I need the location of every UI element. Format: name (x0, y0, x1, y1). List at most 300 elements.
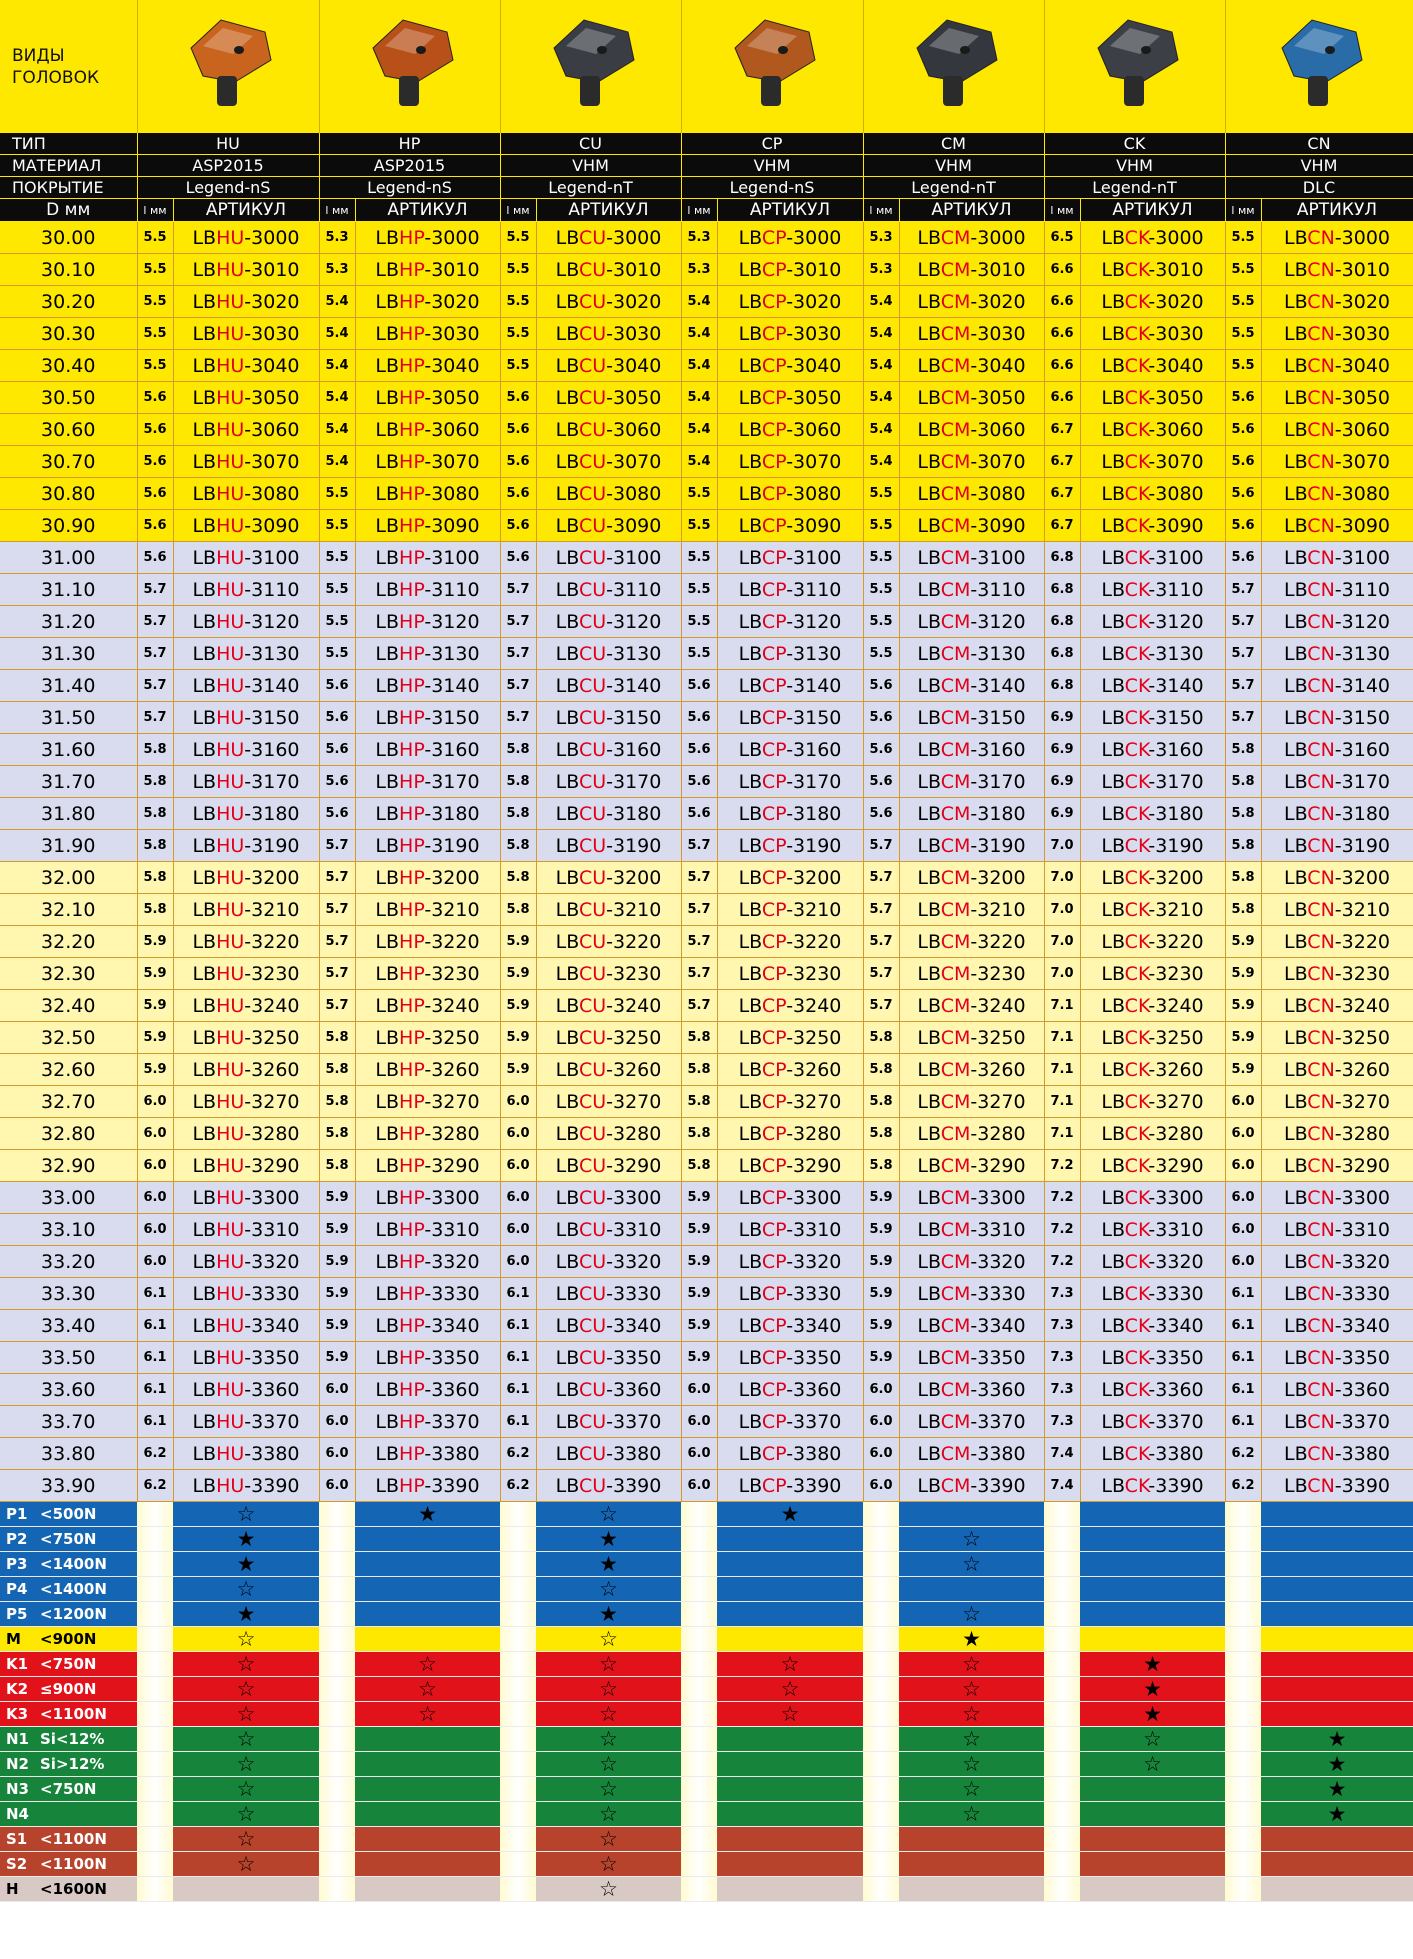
article-prefix: LB (375, 802, 400, 825)
table-row (0, 1054, 1413, 1086)
suitability-cell (536, 1552, 681, 1577)
article-number: -3100 (424, 546, 480, 569)
article-type-code: HP (399, 482, 425, 505)
article-prefix: LB (1101, 930, 1125, 953)
spacer-cell (500, 1777, 536, 1802)
l-value-cell: 5.9 (137, 1022, 173, 1054)
article-number: -3180 (1334, 802, 1390, 825)
article-type-code: CK (1124, 834, 1149, 857)
article-cell (173, 1214, 319, 1246)
article-number: -3050 (1148, 386, 1204, 409)
l-value-cell: 6.1 (500, 1342, 536, 1374)
article-type-code: HU (216, 674, 245, 697)
article-cell (717, 1246, 863, 1278)
l-value-cell: 6.0 (319, 1406, 355, 1438)
article-cell (1261, 990, 1413, 1022)
article-number: -3070 (244, 450, 300, 473)
article-prefix: LB (738, 386, 762, 409)
article-type-code: HP (399, 258, 425, 281)
article-cell (717, 1214, 863, 1246)
suitability-cell (717, 1552, 863, 1577)
article-prefix: LB (375, 1122, 400, 1145)
suitability-cell (355, 1652, 500, 1677)
article-cell (1261, 1054, 1413, 1086)
spacer-cell (1225, 1752, 1261, 1777)
article-cell (536, 894, 681, 926)
l-value-cell: 5.8 (1225, 830, 1261, 862)
l-value-cell: 5.5 (1225, 286, 1261, 318)
l-value-cell: 6.6 (1044, 382, 1080, 414)
l-value-cell: 5.8 (681, 1086, 717, 1118)
l-value-cell: 5.7 (1225, 606, 1261, 638)
article-number: -3390 (1334, 1474, 1390, 1497)
material-limit: Si<12% (40, 1730, 105, 1748)
outline-star-icon: ☆ (236, 1827, 256, 1851)
article-cell (1261, 638, 1413, 670)
article-prefix: LB (1101, 1250, 1125, 1273)
diameter-cell: 32.50 (0, 1022, 137, 1054)
spacer-cell (1225, 1677, 1261, 1702)
l-value-cell: 5.3 (319, 254, 355, 286)
l-value-cell: 5.9 (1225, 926, 1261, 958)
article-prefix: LB (1284, 1410, 1308, 1433)
article-prefix: LB (1101, 1314, 1125, 1337)
article-type-code: CK (1124, 1474, 1149, 1497)
article-number: -3130 (606, 642, 662, 665)
outline-star-icon: ☆ (236, 1652, 256, 1676)
l-value-cell: 5.5 (863, 478, 899, 510)
article-number: -3350 (606, 1346, 662, 1369)
l-value-cell: 6.7 (1044, 446, 1080, 478)
table-row (0, 254, 1413, 286)
article-number: -3130 (424, 642, 480, 665)
article-number: -3290 (606, 1154, 662, 1177)
article-type-code: CK (1124, 866, 1149, 889)
article-cell (355, 222, 500, 254)
l-value-cell: 6.0 (137, 1150, 173, 1182)
article-number: -3380 (1334, 1442, 1390, 1465)
article-prefix: LB (1284, 930, 1308, 953)
l-value-cell: 5.5 (1225, 318, 1261, 350)
material-code: S1 (6, 1830, 28, 1848)
l-value-cell: 5.5 (1225, 254, 1261, 286)
diameter-cell: 33.60 (0, 1374, 137, 1406)
article-cell (355, 606, 500, 638)
suitability-cell (1261, 1552, 1413, 1577)
article-prefix: LB (1284, 994, 1308, 1017)
article-cell (717, 894, 863, 926)
article-cell (1080, 766, 1225, 798)
article-cell (173, 1182, 319, 1214)
outline-star-icon: ☆ (599, 1677, 618, 1701)
article-prefix: LB (1284, 258, 1308, 281)
article-type-code: HP (399, 1378, 425, 1401)
material-limit: <900N (40, 1630, 97, 1648)
article-prefix: LB (738, 866, 762, 889)
suitability-cell (1261, 1852, 1413, 1877)
article-type-code: CN (1307, 674, 1335, 697)
article-cell (173, 446, 319, 478)
article-prefix: LB (1101, 386, 1125, 409)
article-cell (173, 286, 319, 318)
spacer-cell (1225, 1627, 1261, 1652)
article-prefix: LB (1284, 1154, 1308, 1177)
article-prefix: LB (917, 1122, 941, 1145)
l-value-cell: 6.1 (1225, 1278, 1261, 1310)
article-number: -3270 (244, 1090, 300, 1113)
suitability-cell (355, 1852, 500, 1877)
article-number: -3200 (1148, 866, 1204, 889)
article-cell (717, 318, 863, 350)
spacer-cell (1225, 1777, 1261, 1802)
article-cell (899, 222, 1044, 254)
article-type-code: CP (761, 1474, 787, 1497)
article-cell (173, 990, 319, 1022)
article-type-code: CP (761, 1442, 787, 1465)
article-cell (355, 478, 500, 510)
spacer-cell (137, 1852, 173, 1877)
article-prefix: LB (1101, 322, 1125, 345)
article-type-code: CP (761, 770, 787, 793)
article-prefix: LB (192, 1410, 217, 1433)
spacer-cell (137, 1577, 173, 1602)
article-type-code: CN (1307, 1122, 1335, 1145)
suitability-cell (355, 1727, 500, 1752)
spacer-cell (681, 1527, 717, 1552)
spacer-cell (1225, 1552, 1261, 1577)
article-type-code: HP (399, 962, 425, 985)
article-type-code: HU (216, 1154, 245, 1177)
article-cell (536, 638, 681, 670)
material-cell: VHM (1225, 155, 1413, 177)
article-cell (1261, 542, 1413, 574)
article-type-code: HU (216, 290, 245, 313)
article-number: -3200 (970, 866, 1026, 889)
l-value-cell: 5.7 (500, 606, 536, 638)
l-value-cell: 5.4 (681, 382, 717, 414)
material-code: S2 (6, 1855, 28, 1873)
article-type-code: CM (940, 962, 971, 985)
suitability-cell (899, 1602, 1044, 1627)
article-prefix: LB (917, 450, 941, 473)
article-prefix: LB (555, 1346, 579, 1369)
article-prefix: LB (1101, 1186, 1125, 1209)
material-limit: <1100N (40, 1830, 107, 1848)
article-cell (536, 734, 681, 766)
type-cell: CM (863, 133, 1044, 155)
article-number: -3380 (424, 1442, 480, 1465)
material-cell: VHM (500, 155, 681, 177)
suitability-cell (899, 1827, 1044, 1852)
suitability-cell (355, 1577, 500, 1602)
table-row (0, 1118, 1413, 1150)
article-type-code: CK (1124, 1314, 1149, 1337)
article-cell (173, 958, 319, 990)
article-cell (536, 350, 681, 382)
article-type-code: CP (761, 386, 787, 409)
drill-head-icon (355, 10, 465, 120)
article-number: -3230 (424, 962, 480, 985)
article-type-code: CU (578, 386, 607, 409)
article-type-code: CN (1307, 258, 1335, 281)
article-number: -3020 (244, 290, 300, 313)
article-number: -3240 (244, 994, 300, 1017)
l-value-cell: 5.8 (500, 798, 536, 830)
article-number: -3210 (244, 898, 300, 921)
article-type-code: HU (216, 1474, 245, 1497)
article-prefix: LB (1284, 290, 1308, 313)
article-prefix: LB (555, 354, 579, 377)
article-prefix: LB (917, 578, 941, 601)
article-type-code: CU (578, 578, 607, 601)
spacer-cell (1044, 1602, 1080, 1627)
material-row (0, 1877, 1413, 1902)
outline-star-icon: ☆ (962, 1552, 981, 1576)
article-prefix: LB (375, 610, 400, 633)
article-number: -3340 (786, 1314, 842, 1337)
suitability-cell (355, 1677, 500, 1702)
l-value-cell: 7.2 (1044, 1214, 1080, 1246)
article-number: -3190 (970, 834, 1026, 857)
outline-star-icon: ☆ (418, 1702, 437, 1726)
article-prefix: LB (555, 1218, 579, 1241)
article-prefix: LB (192, 674, 217, 697)
article-cell (1080, 670, 1225, 702)
l-value-cell: 6.1 (500, 1406, 536, 1438)
article-type-code: CK (1124, 994, 1149, 1017)
spacer-cell (1225, 1727, 1261, 1752)
material-code-cell (0, 1727, 137, 1752)
l-value-cell: 6.0 (1225, 1086, 1261, 1118)
article-number: -3350 (786, 1346, 842, 1369)
suitability-cell (173, 1877, 319, 1902)
article-prefix: LB (738, 450, 762, 473)
material-code-cell (0, 1702, 137, 1727)
spacer-cell (500, 1627, 536, 1652)
article-cell (536, 254, 681, 286)
l-value-cell: 5.6 (137, 542, 173, 574)
spacer-cell (1225, 1827, 1261, 1852)
article-type-code: HU (216, 898, 245, 921)
article-type-code: CP (761, 578, 787, 601)
article-type-code: CP (761, 962, 787, 985)
article-number: -3030 (786, 322, 842, 345)
article-cell (173, 254, 319, 286)
article-type-code: CU (578, 1282, 607, 1305)
article-number: -3130 (1148, 642, 1204, 665)
spacer-cell (137, 1777, 173, 1802)
l-value-cell: 6.9 (1044, 702, 1080, 734)
article-number: -3320 (244, 1250, 300, 1273)
material-code-cell (0, 1852, 137, 1877)
article-cell (536, 1278, 681, 1310)
article-type-code: CU (578, 1474, 607, 1497)
article-cell (899, 926, 1044, 958)
article-cell (173, 670, 319, 702)
outline-star-icon: ☆ (236, 1577, 256, 1601)
article-prefix: LB (192, 482, 217, 505)
article-number: -3280 (786, 1122, 842, 1145)
article-cell (717, 414, 863, 446)
article-cell (1261, 862, 1413, 894)
article-cell (173, 478, 319, 510)
diameter-cell: 33.50 (0, 1342, 137, 1374)
drill-head-icon (717, 10, 827, 120)
article-number: -3120 (786, 610, 842, 633)
material-code: N3 (6, 1780, 29, 1798)
filled-star-icon: ★ (1327, 1727, 1347, 1751)
l-value-cell: 6.0 (137, 1246, 173, 1278)
spacer-cell (863, 1752, 899, 1777)
l-value-cell: 5.7 (500, 670, 536, 702)
article-type-code: CM (940, 770, 971, 793)
spacer-cell (681, 1752, 717, 1777)
article-type-code: CK (1124, 1218, 1149, 1241)
suitability-cell (717, 1627, 863, 1652)
material-code-cell (0, 1652, 137, 1677)
l-value-cell: 6.0 (500, 1086, 536, 1118)
article-type-code: HP (399, 994, 425, 1017)
article-cell (1080, 414, 1225, 446)
l-value-cell: 7.0 (1044, 894, 1080, 926)
spacer-cell (1044, 1502, 1080, 1527)
spacer-cell (319, 1702, 355, 1727)
article-number: -3350 (244, 1346, 300, 1369)
l-value-cell: 5.5 (863, 638, 899, 670)
spacer-cell (681, 1502, 717, 1527)
l-value-cell: 6.0 (863, 1374, 899, 1406)
article-type-code: CN (1307, 546, 1335, 569)
article-number: -3320 (606, 1250, 662, 1273)
suitability-cell (899, 1852, 1044, 1877)
article-cell (536, 222, 681, 254)
article-prefix: LB (1284, 1058, 1308, 1081)
article-number: -3340 (424, 1314, 480, 1337)
l-value-cell: 5.7 (1225, 670, 1261, 702)
article-type-code: HU (216, 770, 245, 793)
article-cell (1261, 1022, 1413, 1054)
article-type-code: CP (761, 1058, 787, 1081)
article-number: -3120 (424, 610, 480, 633)
article-type-code: CU (578, 642, 607, 665)
article-number: -3070 (1148, 450, 1204, 473)
spacer-cell (319, 1727, 355, 1752)
article-cell (355, 990, 500, 1022)
article-number: -3360 (244, 1378, 300, 1401)
l-value-cell: 5.9 (681, 1278, 717, 1310)
l-value-cell: 5.7 (137, 670, 173, 702)
outline-star-icon: ☆ (962, 1802, 981, 1826)
article-prefix: LB (1101, 1474, 1125, 1497)
article-type-code: CU (578, 1250, 607, 1273)
article-prefix: LB (738, 322, 762, 345)
article-cell (536, 862, 681, 894)
article-type-code: CM (940, 738, 971, 761)
l-value-cell: 5.7 (319, 830, 355, 862)
article-number: -3120 (606, 610, 662, 633)
article-number: -3390 (244, 1474, 300, 1497)
outline-star-icon: ☆ (599, 1702, 618, 1726)
article-type-code: CU (578, 514, 607, 537)
l-value-cell: 5.4 (863, 414, 899, 446)
article-prefix: LB (1284, 226, 1308, 249)
l-value-cell: 5.9 (319, 1278, 355, 1310)
article-number: -3110 (1334, 578, 1390, 601)
article-type-code: HP (399, 1090, 425, 1113)
article-prefix: LB (1101, 1346, 1125, 1369)
article-prefix: LB (375, 226, 400, 249)
article-prefix: LB (555, 930, 579, 953)
article-type-code: CK (1124, 354, 1149, 377)
l-value-cell: 5.7 (500, 638, 536, 670)
l-value-cell: 5.9 (1225, 1022, 1261, 1054)
article-prefix: LB (917, 354, 941, 377)
article-type-code: CU (578, 1346, 607, 1369)
article-number: -3030 (244, 322, 300, 345)
article-cell (355, 318, 500, 350)
l-value-cell: 5.6 (681, 766, 717, 798)
article-type-code: HP (399, 898, 425, 921)
l-value-cell: 5.8 (500, 734, 536, 766)
article-prefix: LB (375, 1090, 400, 1113)
article-cell (536, 1342, 681, 1374)
article-cell (355, 734, 500, 766)
article-number: -3160 (786, 738, 842, 761)
article-prefix: LB (917, 386, 941, 409)
article-type-code: HU (216, 354, 245, 377)
l-value-cell: 5.9 (319, 1342, 355, 1374)
article-prefix: LB (192, 866, 217, 889)
article-cell (899, 830, 1044, 862)
article-number: -3240 (786, 994, 842, 1017)
article-type-code: CM (940, 418, 971, 441)
l-value-cell: 6.8 (1044, 574, 1080, 606)
article-cell (173, 1118, 319, 1150)
article-prefix: LB (738, 738, 762, 761)
table-row (0, 958, 1413, 990)
article-cell (355, 894, 500, 926)
spacer-cell (137, 1552, 173, 1577)
article-cell (355, 1054, 500, 1086)
article-prefix: LB (1284, 1218, 1308, 1241)
l-value-cell: 5.4 (863, 382, 899, 414)
article-cell (1261, 702, 1413, 734)
article-cell (899, 1182, 1044, 1214)
article-number: -3310 (970, 1218, 1026, 1241)
article-cell (1261, 1470, 1413, 1502)
article-number: -3110 (606, 578, 662, 601)
article-prefix: LB (917, 482, 941, 505)
article-prefix: LB (555, 994, 579, 1017)
spacer-cell (319, 1502, 355, 1527)
l-value-cell: 6.8 (1044, 638, 1080, 670)
article-prefix: LB (555, 1282, 579, 1305)
filled-star-icon: ★ (236, 1602, 256, 1626)
article-type-code: HP (399, 1314, 425, 1337)
article-cell (173, 1438, 319, 1470)
article-cell (1261, 1310, 1413, 1342)
article-type-code: CP (761, 1090, 787, 1113)
l-value-cell: 5.8 (500, 830, 536, 862)
article-number: -3010 (1148, 258, 1204, 281)
article-prefix: LB (375, 866, 400, 889)
article-type-code: CN (1307, 866, 1335, 889)
article-prefix: LB (738, 1282, 762, 1305)
article-cell (1261, 1182, 1413, 1214)
table-row (0, 926, 1413, 958)
article-type-code: CU (578, 1410, 607, 1433)
l-value-cell: 6.0 (319, 1438, 355, 1470)
